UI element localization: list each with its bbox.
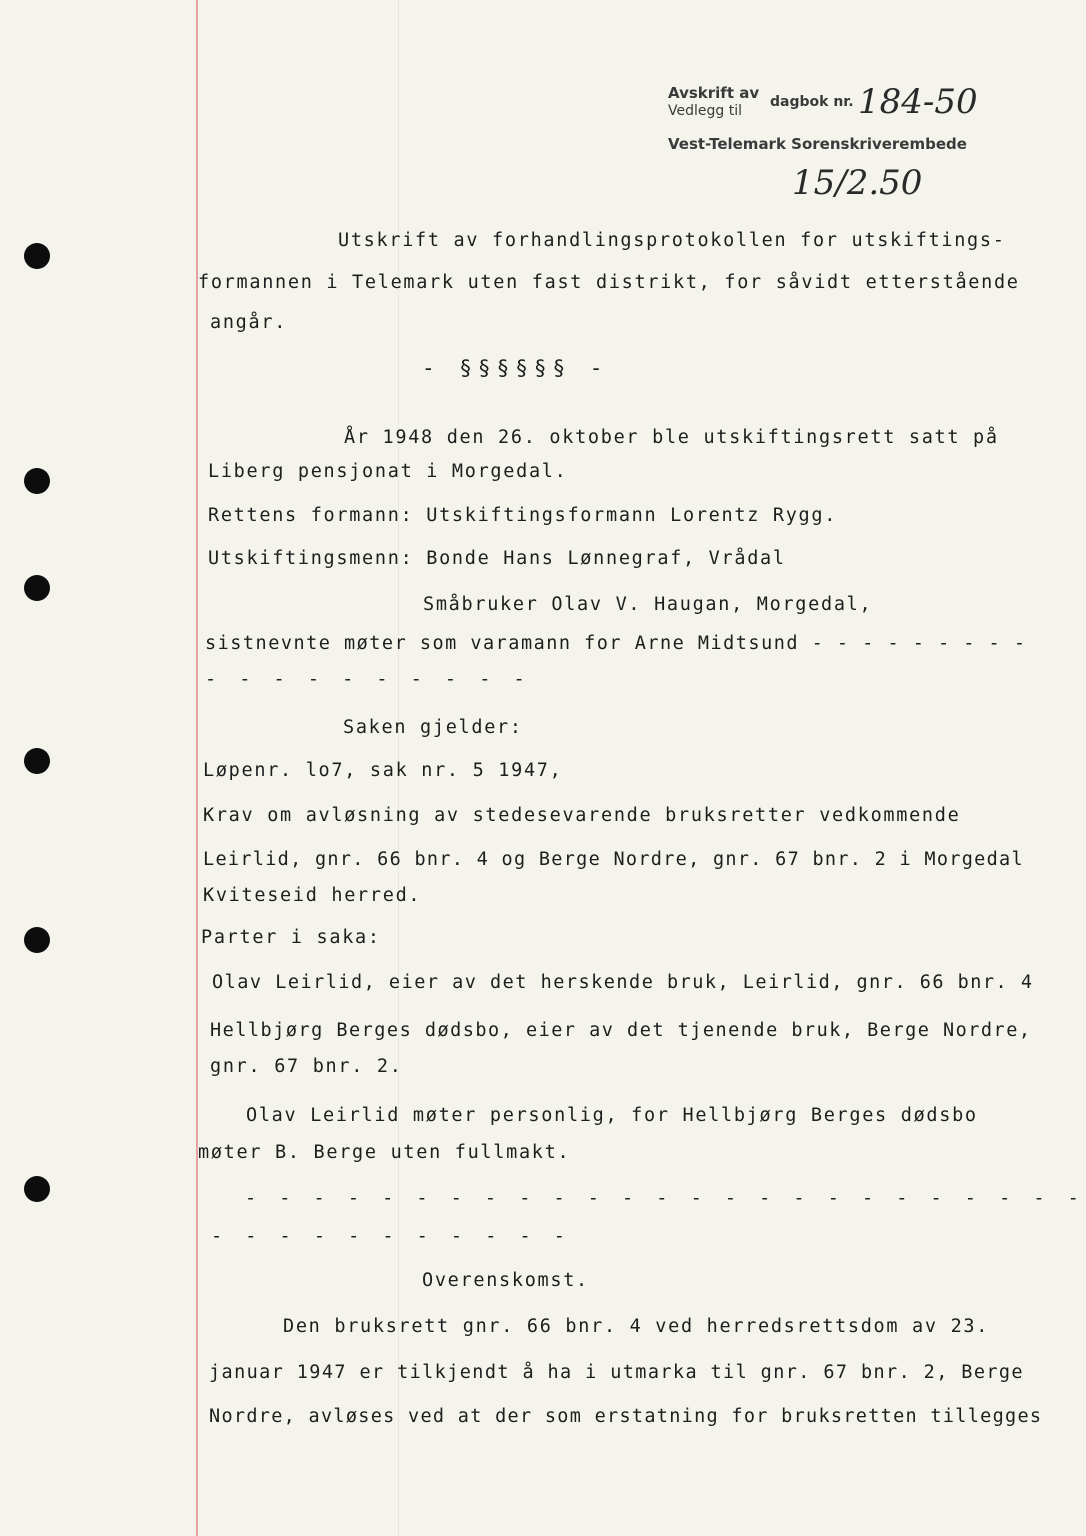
text-line: angår. <box>210 312 288 333</box>
section-divider: - §§§§§§ - <box>422 356 609 380</box>
section-heading: Overenskomst. <box>422 1270 589 1291</box>
text-line: Parter i saka: <box>201 927 381 948</box>
punch-hole <box>24 748 50 774</box>
dashed-line: - - - - - - - - - - - <box>211 1226 571 1247</box>
stamp-vedlegg: Vedlegg til <box>668 103 742 119</box>
text-line: Olav Leirlid møter personlig, for Hellbjørg Berges dødsbo <box>246 1105 978 1126</box>
stamp-office: Vest-Telemark Sorenskriverembede <box>668 135 967 153</box>
text-line: Leirlid, gnr. 66 bnr. 4 og Berge Nordre, gnr. 67 bnr. 2 i Morgedal <box>203 849 1024 870</box>
text-line: formannen i Telemark uten fast distrikt, for såvidt etterstående <box>198 272 1020 293</box>
text-line: gnr. 67 bnr. 2. <box>210 1056 403 1077</box>
text-line: Løpenr. lo7, sak nr. 5 1947, <box>203 760 563 781</box>
text-line: Utskrift av forhandlingsprotokollen for utskiftings- <box>338 230 1006 251</box>
text-line: Hellbjørg Berges dødsbo, eier av det tjenende bruk, Berge Nordre, <box>210 1020 1032 1041</box>
text-line: Liberg pensjonat i Morgedal. <box>208 461 568 482</box>
dashed-line: - - - - - - - - - - - - - - - - - - - - - - - - - <box>245 1188 1085 1209</box>
text-line: Saken gjelder: <box>343 717 523 738</box>
punch-hole <box>24 468 50 494</box>
text-line: Småbruker Olav V. Haugan, Morgedal, <box>423 594 873 615</box>
text-line: Olav Leirlid, eier av det herskende bruk, Leirlid, gnr. 66 bnr. 4 <box>212 972 1034 993</box>
punch-hole <box>24 575 50 601</box>
text-line: Krav om avløsning av stedesevarende bruksretter vedkommende <box>203 805 961 826</box>
text-line: Utskiftingsmenn: Bonde Hans Lønnegraf, Vrådal <box>208 548 786 569</box>
text-line: Rettens formann: Utskiftingsformann Lorentz Rygg. <box>208 505 838 526</box>
handwritten-date: 15/2.50 <box>792 163 923 203</box>
dashed-line: - - - - - - - - - - <box>205 669 531 690</box>
text-line: sistnevnte møter som varamann for Arne Midtsund - - - - - - - - - <box>205 633 1027 654</box>
punch-hole <box>24 927 50 953</box>
punch-hole <box>24 1176 50 1202</box>
text-line: møter B. Berge uten fullmakt. <box>198 1142 571 1163</box>
stamp-dagbok: dagbok nr. <box>770 94 854 110</box>
text-line: Den bruksrett gnr. 66 bnr. 4 ved herredsrettsdom av 23. <box>283 1316 990 1337</box>
handwritten-number: 184-50 <box>858 82 978 122</box>
stamp-avskrift: Avskrift av <box>668 84 760 102</box>
text-line: Kviteseid herred. <box>203 885 422 906</box>
punch-hole <box>24 243 50 269</box>
margin-line <box>196 0 198 1536</box>
text-line: januar 1947 er tilkjendt å ha i utmarka til gnr. 67 bnr. 2, Berge <box>209 1362 1024 1383</box>
text-line: Nordre, avløses ved at der som erstatning for bruksretten tillegges <box>209 1406 1043 1427</box>
text-line: År 1948 den 26. oktober ble utskiftingsrett satt på <box>344 427 999 448</box>
